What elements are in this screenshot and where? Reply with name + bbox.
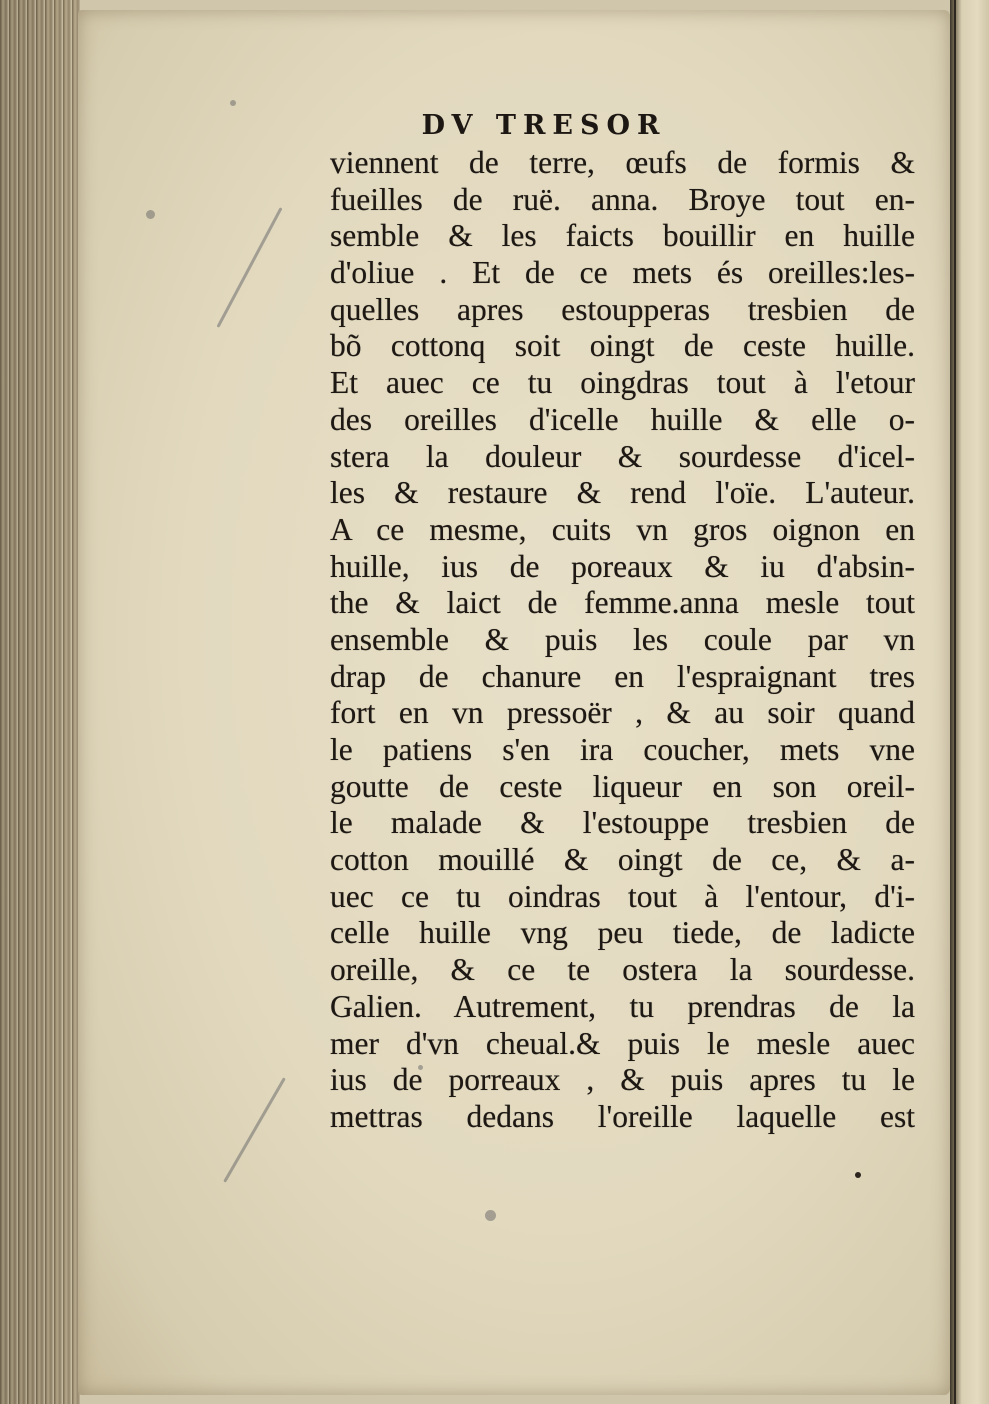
ink-dot bbox=[855, 1172, 861, 1178]
text-line-26: ius de porreaux , & puis apres tu le bbox=[330, 1062, 915, 1098]
text-line-18: goutte de ceste liqueur en son oreil- bbox=[330, 768, 915, 804]
text-line-17: le patiens s'en ira coucher, mets vne bbox=[330, 732, 915, 767]
running-head-text: DV TRESOR bbox=[421, 110, 667, 141]
text-line-14: ensemble & puis les coule par vn bbox=[330, 621, 915, 657]
text-line-16: fort en vn pressoër , & au soir quand bbox=[330, 695, 915, 731]
text-line-21: uec ce tu oindras tout à l'entour, d'i- bbox=[330, 878, 915, 914]
pencil-mark-upper bbox=[216, 207, 282, 328]
text-line-2: fueilles de ruë. anna. Broye tout en- bbox=[330, 181, 915, 217]
foxing-spot-2 bbox=[230, 100, 236, 106]
text-line-6: bõ cottonq soit oingt de ceste huille. bbox=[330, 328, 915, 364]
book-binding-edge bbox=[0, 0, 80, 1404]
text-line-15: drap de chanure en l'espraignant tres bbox=[330, 658, 915, 694]
text-line-24: Galien. Autrement, tu prendras de la bbox=[330, 988, 915, 1024]
text-line-20: cotton mouillé & oingt de ce, & a- bbox=[330, 842, 915, 878]
text-line-9: stera la douleur & sourdesse d'icel- bbox=[330, 438, 915, 474]
text-line-4: d'oliue . Et de ce mets és oreilles:les- bbox=[330, 255, 915, 291]
running-head bbox=[78, 110, 950, 141]
text-line-27: mettras dedans l'oreille laquelle est bbox=[330, 1098, 915, 1134]
text-line-13: the & laict de femme.anna mesle tout bbox=[330, 585, 915, 621]
text-line-7: Et auec ce tu oingdras tout à l'etour bbox=[330, 365, 915, 401]
text-line-12: huille, ius de poreaux & iu d'absin- bbox=[330, 548, 915, 584]
text-line-11: A ce mesme, cuits vn gros oignon en bbox=[330, 511, 915, 547]
pencil-mark-lower bbox=[223, 1077, 286, 1182]
text-line-8: des oreilles d'icelle huille & elle o- bbox=[330, 401, 915, 437]
body-text bbox=[330, 145, 930, 1136]
text-line-5: quelles apres estoupperas tresbien de bbox=[330, 291, 915, 327]
text-line-23: oreille, & ce te ostera la sourdesse. bbox=[330, 952, 915, 988]
text-line-22: celle huille vng peu tiede, de ladicte bbox=[330, 915, 915, 951]
facing-page-edge bbox=[950, 0, 989, 1404]
foxing-spot-3 bbox=[485, 1210, 496, 1221]
text-line-10: les & restaure & rend l'oïe. L'auteur. bbox=[330, 475, 915, 511]
text-line-19: le malade & l'estouppe tresbien de bbox=[330, 805, 915, 841]
text-line-25: mer d'vn cheual.& puis le mesle auec bbox=[330, 1025, 915, 1061]
foxing-spot-1 bbox=[146, 210, 155, 219]
text-line-1: viennent de terre, œufs de formis & bbox=[330, 145, 915, 180]
text-line-3: semble & les faicts bouillir en huille bbox=[330, 218, 915, 254]
